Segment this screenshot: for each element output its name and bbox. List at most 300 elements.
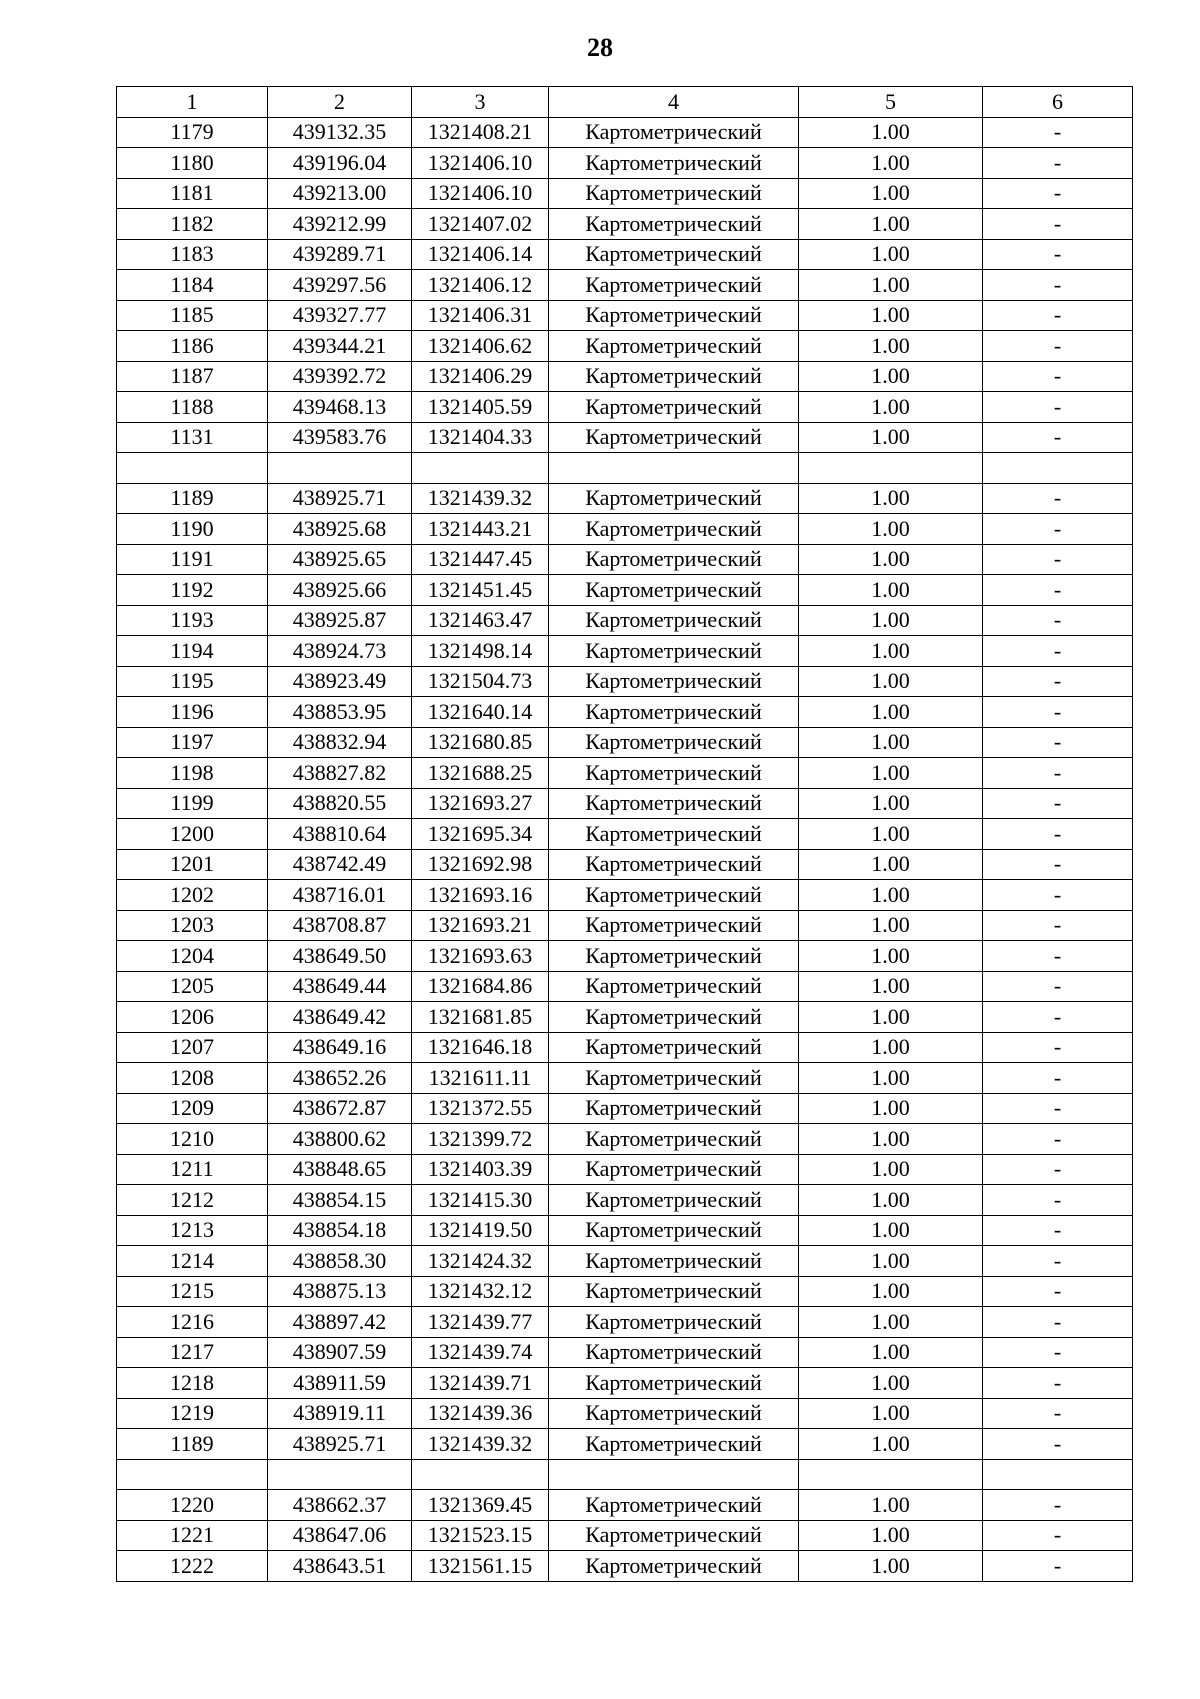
table-row [117, 1124, 1133, 1155]
x-coordinate-cell: 438649.50 [268, 941, 412, 972]
note-cell: - [983, 788, 1133, 819]
x-coordinate-cell: 438911.59 [268, 1368, 412, 1399]
accuracy-cell: 1.00 [799, 727, 983, 758]
point-number-cell: 1197 [117, 727, 268, 758]
table-row [117, 1215, 1133, 1246]
x-coordinate-cell: 438708.87 [268, 910, 412, 941]
method-cell: Картометрический [549, 819, 799, 850]
y-coordinate-cell: 1321688.25 [412, 758, 549, 789]
note-cell: - [983, 1490, 1133, 1521]
note-cell: - [983, 1429, 1133, 1460]
point-number-cell: 1180 [117, 148, 268, 179]
y-coordinate-cell: 1321419.50 [412, 1215, 549, 1246]
method-cell: Картометрический [549, 270, 799, 301]
table-row [117, 697, 1133, 728]
note-cell: - [983, 1063, 1133, 1094]
x-coordinate-cell: 438925.71 [268, 1429, 412, 1460]
y-coordinate-cell: 1321695.34 [412, 819, 549, 850]
method-cell: Картометрический [549, 575, 799, 606]
note-cell: - [983, 758, 1133, 789]
note-cell: - [983, 1398, 1133, 1429]
table-row [117, 148, 1133, 179]
accuracy-cell: 1.00 [799, 1368, 983, 1399]
note-cell: - [983, 1215, 1133, 1246]
table-row [117, 392, 1133, 423]
x-coordinate-cell: 438897.42 [268, 1307, 412, 1338]
x-coordinate-cell: 438647.06 [268, 1520, 412, 1551]
point-number-cell [117, 453, 268, 484]
y-coordinate-cell: 1321415.30 [412, 1185, 549, 1216]
table-row [117, 971, 1133, 1002]
note-cell: - [983, 1246, 1133, 1277]
x-coordinate-cell: 439212.99 [268, 209, 412, 240]
note-cell: - [983, 1368, 1133, 1399]
y-coordinate-cell: 1321611.11 [412, 1063, 549, 1094]
table-row [117, 453, 1133, 484]
y-coordinate-cell: 1321399.72 [412, 1124, 549, 1155]
x-coordinate-cell: 438854.18 [268, 1215, 412, 1246]
note-cell: - [983, 1551, 1133, 1582]
note-cell: - [983, 910, 1133, 941]
note-cell: - [983, 544, 1133, 575]
note-cell: - [983, 148, 1133, 179]
point-number-cell: 1179 [117, 117, 268, 148]
y-coordinate-cell: 1321504.73 [412, 666, 549, 697]
y-coordinate-cell: 1321369.45 [412, 1490, 549, 1521]
accuracy-cell: 1.00 [799, 910, 983, 941]
method-cell: Картометрический [549, 880, 799, 911]
y-coordinate-cell: 1321407.02 [412, 209, 549, 240]
accuracy-cell: 1.00 [799, 575, 983, 606]
method-cell: Картометрический [549, 1032, 799, 1063]
x-coordinate-cell: 438827.82 [268, 758, 412, 789]
accuracy-cell: 1.00 [799, 1246, 983, 1277]
accuracy-cell: 1.00 [799, 392, 983, 423]
y-coordinate-cell: 1321443.21 [412, 514, 549, 545]
x-coordinate-cell: 438925.68 [268, 514, 412, 545]
note-cell: - [983, 1185, 1133, 1216]
method-cell: Картометрический [549, 1520, 799, 1551]
y-coordinate-cell: 1321406.29 [412, 361, 549, 392]
table-row [117, 788, 1133, 819]
method-cell: Картометрический [549, 1337, 799, 1368]
coordinates-table [116, 86, 1133, 1582]
method-cell: Картометрический [549, 941, 799, 972]
x-coordinate-cell: 438925.87 [268, 605, 412, 636]
point-number-cell [117, 1459, 268, 1490]
point-number-cell: 1183 [117, 239, 268, 270]
point-number-cell: 1196 [117, 697, 268, 728]
accuracy-cell: 1.00 [799, 971, 983, 1002]
point-number-cell: 1219 [117, 1398, 268, 1429]
accuracy-cell: 1.00 [799, 605, 983, 636]
table-row [117, 1398, 1133, 1429]
point-number-cell: 1216 [117, 1307, 268, 1338]
method-cell: Картометрический [549, 544, 799, 575]
y-coordinate-cell: 1321406.14 [412, 239, 549, 270]
note-cell: - [983, 117, 1133, 148]
accuracy-cell: 1.00 [799, 788, 983, 819]
accuracy-cell: 1.00 [799, 880, 983, 911]
x-coordinate-cell: 439213.00 [268, 178, 412, 209]
y-coordinate-cell: 1321405.59 [412, 392, 549, 423]
y-coordinate-cell: 1321406.62 [412, 331, 549, 362]
y-coordinate-cell: 1321523.15 [412, 1520, 549, 1551]
method-cell: Картометрический [549, 514, 799, 545]
accuracy-cell [799, 453, 983, 484]
y-coordinate-cell [412, 1459, 549, 1490]
point-number-cell: 1208 [117, 1063, 268, 1094]
note-cell: - [983, 849, 1133, 880]
y-coordinate-cell: 1321432.12 [412, 1276, 549, 1307]
point-number-cell: 1188 [117, 392, 268, 423]
note-cell: - [983, 1032, 1133, 1063]
method-cell: Картометрический [549, 209, 799, 240]
table-row [117, 1490, 1133, 1521]
coordinates-table-body [117, 87, 1133, 1582]
method-cell: Картометрический [549, 971, 799, 1002]
y-coordinate-cell: 1321439.71 [412, 1368, 549, 1399]
point-number-cell: 1206 [117, 1002, 268, 1033]
note-cell: - [983, 605, 1133, 636]
accuracy-cell: 1.00 [799, 1398, 983, 1429]
x-coordinate-cell: 438919.11 [268, 1398, 412, 1429]
method-cell: Картометрический [549, 422, 799, 453]
accuracy-cell: 1.00 [799, 636, 983, 667]
method-cell: Картометрический [549, 605, 799, 636]
table-row [117, 544, 1133, 575]
y-coordinate-cell: 1321439.77 [412, 1307, 549, 1338]
method-cell: Картометрический [549, 1276, 799, 1307]
method-cell: Картометрический [549, 1002, 799, 1033]
table-row [117, 1429, 1133, 1460]
table-row [117, 605, 1133, 636]
method-cell: Картометрический [549, 300, 799, 331]
accuracy-cell: 1.00 [799, 758, 983, 789]
point-number-cell: 1209 [117, 1093, 268, 1124]
note-cell: - [983, 575, 1133, 606]
table-row [117, 727, 1133, 758]
method-cell: Картометрический [549, 331, 799, 362]
note-cell: - [983, 178, 1133, 209]
note-cell [983, 1459, 1133, 1490]
y-coordinate-cell: 1321640.14 [412, 697, 549, 728]
point-number-cell: 1191 [117, 544, 268, 575]
method-cell: Картометрический [549, 1063, 799, 1094]
x-coordinate-cell [268, 1459, 412, 1490]
point-number-cell: 1220 [117, 1490, 268, 1521]
accuracy-cell: 1.00 [799, 483, 983, 514]
accuracy-cell: 1.00 [799, 361, 983, 392]
point-number-cell: 1213 [117, 1215, 268, 1246]
table-row [117, 1032, 1133, 1063]
table-row [117, 666, 1133, 697]
accuracy-cell: 1.00 [799, 1551, 983, 1582]
point-number-cell: 1187 [117, 361, 268, 392]
x-coordinate-cell: 439327.77 [268, 300, 412, 331]
point-number-cell: 1189 [117, 1429, 268, 1460]
point-number-cell: 1201 [117, 849, 268, 880]
point-number-cell: 1192 [117, 575, 268, 606]
x-coordinate-cell: 438649.44 [268, 971, 412, 1002]
method-cell: Картометрический [549, 148, 799, 179]
y-coordinate-cell: 1321408.21 [412, 117, 549, 148]
method-cell: Картометрический [549, 1215, 799, 1246]
point-number-cell: 1218 [117, 1368, 268, 1399]
x-coordinate-cell: 438810.64 [268, 819, 412, 850]
point-number-cell: 1221 [117, 1520, 268, 1551]
table-row [117, 209, 1133, 240]
y-coordinate-cell: 1321681.85 [412, 1002, 549, 1033]
x-coordinate-cell: 438858.30 [268, 1246, 412, 1277]
accuracy-cell: 1.00 [799, 117, 983, 148]
accuracy-cell: 1.00 [799, 300, 983, 331]
point-number-cell: 1131 [117, 422, 268, 453]
x-coordinate-cell: 439289.71 [268, 239, 412, 270]
table-row [117, 1337, 1133, 1368]
x-coordinate-cell [268, 453, 412, 484]
y-coordinate-cell: 1321406.10 [412, 178, 549, 209]
table-row [117, 361, 1133, 392]
point-number-cell: 1203 [117, 910, 268, 941]
accuracy-cell: 1.00 [799, 666, 983, 697]
point-number-cell: 1217 [117, 1337, 268, 1368]
note-cell: - [983, 880, 1133, 911]
method-cell: Картометрический [549, 1154, 799, 1185]
accuracy-cell: 1.00 [799, 209, 983, 240]
table-row [117, 483, 1133, 514]
table-row [117, 849, 1133, 880]
point-number-cell: 1185 [117, 300, 268, 331]
x-coordinate-cell: 438848.65 [268, 1154, 412, 1185]
note-cell: - [983, 1124, 1133, 1155]
x-coordinate-cell: 438853.95 [268, 697, 412, 728]
point-number-cell: 1212 [117, 1185, 268, 1216]
table-row [117, 1307, 1133, 1338]
y-coordinate-cell: 1321406.10 [412, 148, 549, 179]
point-number-cell: 1207 [117, 1032, 268, 1063]
point-number-cell: 1210 [117, 1124, 268, 1155]
x-coordinate-cell: 438924.73 [268, 636, 412, 667]
note-cell: - [983, 1276, 1133, 1307]
point-number-cell: 1193 [117, 605, 268, 636]
point-number-cell: 1199 [117, 788, 268, 819]
table-row [117, 1063, 1133, 1094]
x-coordinate-cell: 438820.55 [268, 788, 412, 819]
method-cell [549, 1459, 799, 1490]
point-number-cell: 1182 [117, 209, 268, 240]
y-coordinate-cell: 1321406.31 [412, 300, 549, 331]
accuracy-cell: 1.00 [799, 1185, 983, 1216]
accuracy-cell: 1.00 [799, 331, 983, 362]
accuracy-cell: 1.00 [799, 422, 983, 453]
note-cell: - [983, 1520, 1133, 1551]
y-coordinate-cell: 1321561.15 [412, 1551, 549, 1582]
y-coordinate-cell: 1321372.55 [412, 1093, 549, 1124]
y-coordinate-cell: 1321403.39 [412, 1154, 549, 1185]
accuracy-cell: 1.00 [799, 1276, 983, 1307]
accuracy-cell: 1.00 [799, 1490, 983, 1521]
method-cell: Картометрический [549, 1368, 799, 1399]
note-cell: - [983, 941, 1133, 972]
method-cell: Картометрический [549, 636, 799, 667]
table-row [117, 941, 1133, 972]
x-coordinate-cell: 438649.16 [268, 1032, 412, 1063]
x-coordinate-cell: 438652.26 [268, 1063, 412, 1094]
table-row [117, 758, 1133, 789]
table-row [117, 1276, 1133, 1307]
y-coordinate-cell: 1321693.27 [412, 788, 549, 819]
point-number-cell: 1184 [117, 270, 268, 301]
note-cell: - [983, 209, 1133, 240]
table-row [117, 1368, 1133, 1399]
column-header: 5 [799, 87, 983, 118]
table-row [117, 575, 1133, 606]
y-coordinate-cell: 1321439.36 [412, 1398, 549, 1429]
accuracy-cell: 1.00 [799, 1154, 983, 1185]
table-row [117, 1246, 1133, 1277]
table-row [117, 239, 1133, 270]
accuracy-cell: 1.00 [799, 1429, 983, 1460]
table-row [117, 331, 1133, 362]
method-cell: Картометрический [549, 361, 799, 392]
method-cell: Картометрический [549, 1398, 799, 1429]
note-cell: - [983, 636, 1133, 667]
x-coordinate-cell: 439468.13 [268, 392, 412, 423]
method-cell: Картометрический [549, 697, 799, 728]
y-coordinate-cell: 1321693.21 [412, 910, 549, 941]
y-coordinate-cell: 1321693.63 [412, 941, 549, 972]
point-number-cell: 1222 [117, 1551, 268, 1582]
accuracy-cell: 1.00 [799, 1093, 983, 1124]
y-coordinate-cell: 1321439.32 [412, 1429, 549, 1460]
accuracy-cell: 1.00 [799, 270, 983, 301]
note-cell: - [983, 239, 1133, 270]
y-coordinate-cell [412, 453, 549, 484]
table-row [117, 117, 1133, 148]
column-header: 3 [412, 87, 549, 118]
x-coordinate-cell: 438854.15 [268, 1185, 412, 1216]
accuracy-cell: 1.00 [799, 239, 983, 270]
accuracy-cell: 1.00 [799, 941, 983, 972]
note-cell [983, 453, 1133, 484]
point-number-cell: 1198 [117, 758, 268, 789]
point-number-cell: 1190 [117, 514, 268, 545]
column-header: 4 [549, 87, 799, 118]
y-coordinate-cell: 1321404.33 [412, 422, 549, 453]
x-coordinate-cell: 439344.21 [268, 331, 412, 362]
method-cell: Картометрический [549, 1429, 799, 1460]
accuracy-cell: 1.00 [799, 1337, 983, 1368]
method-cell: Картометрический [549, 117, 799, 148]
x-coordinate-cell: 439297.56 [268, 270, 412, 301]
x-coordinate-cell: 438742.49 [268, 849, 412, 880]
point-number-cell: 1195 [117, 666, 268, 697]
y-coordinate-cell: 1321463.47 [412, 605, 549, 636]
table-row [117, 1520, 1133, 1551]
y-coordinate-cell: 1321646.18 [412, 1032, 549, 1063]
note-cell: - [983, 727, 1133, 758]
note-cell: - [983, 514, 1133, 545]
method-cell: Картометрический [549, 849, 799, 880]
point-number-cell: 1202 [117, 880, 268, 911]
method-cell: Картометрический [549, 392, 799, 423]
method-cell: Картометрический [549, 1551, 799, 1582]
accuracy-cell: 1.00 [799, 1002, 983, 1033]
x-coordinate-cell: 438875.13 [268, 1276, 412, 1307]
accuracy-cell: 1.00 [799, 1307, 983, 1338]
note-cell: - [983, 331, 1133, 362]
x-coordinate-cell: 438800.62 [268, 1124, 412, 1155]
x-coordinate-cell: 438832.94 [268, 727, 412, 758]
column-header: 1 [117, 87, 268, 118]
note-cell: - [983, 971, 1133, 1002]
accuracy-cell: 1.00 [799, 1124, 983, 1155]
accuracy-cell: 1.00 [799, 849, 983, 880]
x-coordinate-cell: 438662.37 [268, 1490, 412, 1521]
table-row [117, 1551, 1133, 1582]
point-number-cell: 1181 [117, 178, 268, 209]
method-cell: Картометрический [549, 1490, 799, 1521]
accuracy-cell: 1.00 [799, 148, 983, 179]
point-number-cell: 1194 [117, 636, 268, 667]
note-cell: - [983, 1093, 1133, 1124]
accuracy-cell: 1.00 [799, 1032, 983, 1063]
y-coordinate-cell: 1321406.12 [412, 270, 549, 301]
y-coordinate-cell: 1321424.32 [412, 1246, 549, 1277]
table-row [117, 178, 1133, 209]
method-cell: Картометрический [549, 239, 799, 270]
y-coordinate-cell: 1321684.86 [412, 971, 549, 1002]
method-cell [549, 453, 799, 484]
note-cell: - [983, 1307, 1133, 1338]
note-cell: - [983, 483, 1133, 514]
x-coordinate-cell: 438672.87 [268, 1093, 412, 1124]
note-cell: - [983, 392, 1133, 423]
note-cell: - [983, 666, 1133, 697]
point-number-cell: 1204 [117, 941, 268, 972]
x-coordinate-cell: 438923.49 [268, 666, 412, 697]
point-number-cell: 1189 [117, 483, 268, 514]
method-cell: Картометрический [549, 666, 799, 697]
x-coordinate-cell: 438649.42 [268, 1002, 412, 1033]
note-cell: - [983, 1002, 1133, 1033]
method-cell: Картометрический [549, 758, 799, 789]
point-number-cell: 1214 [117, 1246, 268, 1277]
note-cell: - [983, 270, 1133, 301]
method-cell: Картометрический [549, 1185, 799, 1216]
table-row [117, 300, 1133, 331]
note-cell: - [983, 1154, 1133, 1185]
accuracy-cell: 1.00 [799, 1063, 983, 1094]
column-header: 2 [268, 87, 412, 118]
page-number: 28 [587, 33, 613, 62]
method-cell: Картометрический [549, 178, 799, 209]
accuracy-cell: 1.00 [799, 1215, 983, 1246]
x-coordinate-cell: 439196.04 [268, 148, 412, 179]
note-cell: - [983, 361, 1133, 392]
x-coordinate-cell: 438643.51 [268, 1551, 412, 1582]
point-number-cell: 1205 [117, 971, 268, 1002]
x-coordinate-cell: 439132.35 [268, 117, 412, 148]
x-coordinate-cell: 438907.59 [268, 1337, 412, 1368]
note-cell: - [983, 422, 1133, 453]
method-cell: Картометрический [549, 483, 799, 514]
y-coordinate-cell: 1321498.14 [412, 636, 549, 667]
table-row [117, 1002, 1133, 1033]
column-header: 6 [983, 87, 1133, 118]
accuracy-cell [799, 1459, 983, 1490]
